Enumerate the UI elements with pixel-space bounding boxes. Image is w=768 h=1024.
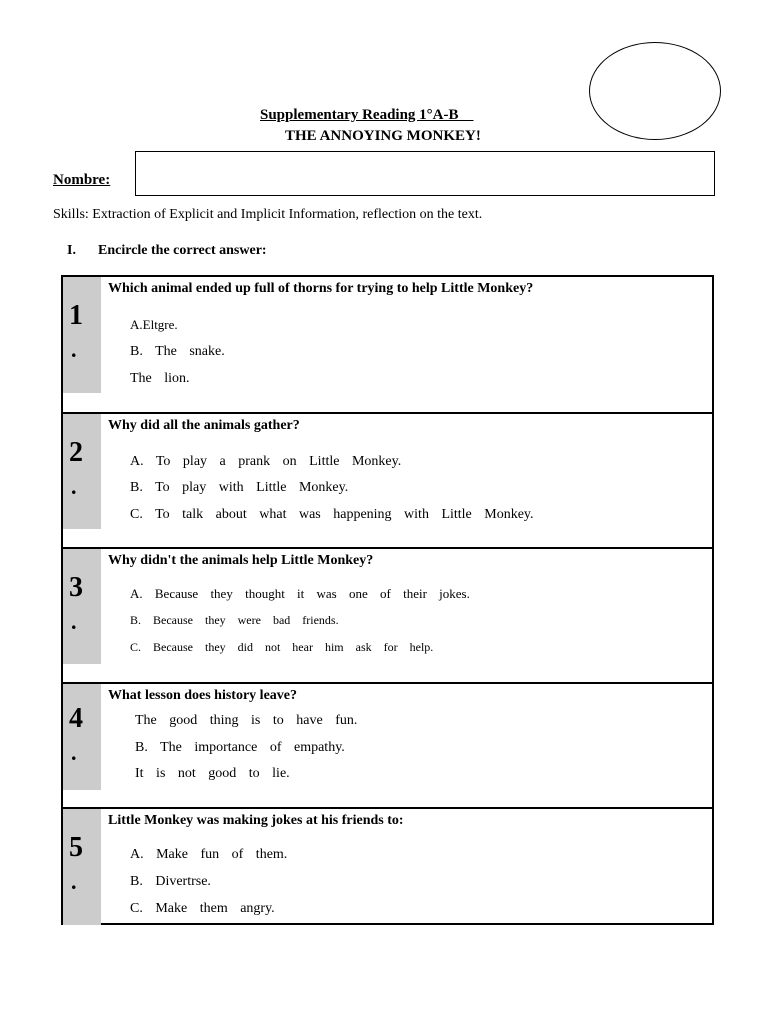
- question-number: 1: [69, 300, 83, 331]
- question-number: 5: [69, 832, 83, 863]
- question-number-dot: .: [71, 740, 77, 765]
- worksheet-title: Supplementary Reading 1°A-B: [260, 107, 474, 123]
- answer-option-b[interactable]: B. The importance of empathy.: [135, 740, 345, 755]
- question-row-2: [63, 412, 712, 547]
- question-row-5: [63, 807, 712, 923]
- answer-option-c[interactable]: C. Because they did not hear him ask for help.: [130, 640, 434, 654]
- grade-oval: [589, 42, 721, 140]
- question-text: Why did all the animals gather?: [108, 418, 300, 433]
- answer-option-c[interactable]: It is not good to lie.: [135, 766, 290, 781]
- section-number: I.: [67, 243, 76, 258]
- question-number-cell: [63, 809, 101, 925]
- question-text: Why didn't the animals help Little Monkey?: [108, 553, 374, 568]
- skills-text: Skills: Extraction of Explicit and Implicit Information, reflection on the text.: [53, 207, 483, 222]
- answer-option-b[interactable]: B. To play with Little Monkey.: [130, 480, 349, 495]
- answer-option-b[interactable]: B. The snake.: [130, 344, 225, 359]
- answer-option-a[interactable]: The good thing is to have fun.: [135, 713, 358, 728]
- name-label: Nombre:: [53, 172, 111, 188]
- question-number-dot: .: [71, 609, 77, 634]
- question-row-4: [63, 682, 712, 807]
- question-number: 4: [69, 703, 83, 734]
- question-number-cell: [63, 277, 101, 393]
- question-number-dot: .: [71, 474, 77, 499]
- answer-option-b[interactable]: B. Divertrse.: [130, 874, 211, 889]
- name-field[interactable]: [135, 151, 715, 196]
- answer-option-c[interactable]: The lion.: [130, 371, 190, 386]
- question-text: Which animal ended up full of thorns for trying to help Little Monkey?: [108, 281, 534, 296]
- question-number: 2: [69, 437, 83, 468]
- question-number-dot: .: [71, 869, 77, 894]
- question-row-1: [63, 277, 712, 412]
- answer-option-c[interactable]: C. Make them angry.: [130, 901, 275, 916]
- answer-option-a[interactable]: A. Make fun of them.: [130, 847, 288, 862]
- section-heading: [67, 243, 267, 259]
- answer-option-c[interactable]: C. To talk about what was happening with Little Monkey.: [130, 507, 534, 522]
- question-number-cell: [63, 549, 101, 664]
- question-number-dot: .: [71, 337, 77, 362]
- question-text: Little Monkey was making jokes at his friends to:: [108, 813, 404, 828]
- question-number-cell: [63, 684, 101, 790]
- question-row-3: [63, 547, 712, 682]
- question-number-cell: [63, 414, 101, 529]
- answer-option-a[interactable]: A. To play a prank on Little Monkey.: [130, 454, 402, 469]
- story-title: THE ANNOYING MONKEY!: [285, 128, 481, 144]
- answer-option-a[interactable]: A. Because they thought it was one of their jokes.: [130, 586, 470, 601]
- question-number: 3: [69, 572, 83, 603]
- answer-option-a[interactable]: A.Eltgre.: [130, 317, 178, 332]
- section-instruction: Encircle the correct answer:: [98, 243, 267, 258]
- question-text: What lesson does history leave?: [108, 688, 297, 703]
- answer-option-b[interactable]: B. Because they were bad friends.: [130, 613, 339, 627]
- questions-table: [61, 275, 714, 925]
